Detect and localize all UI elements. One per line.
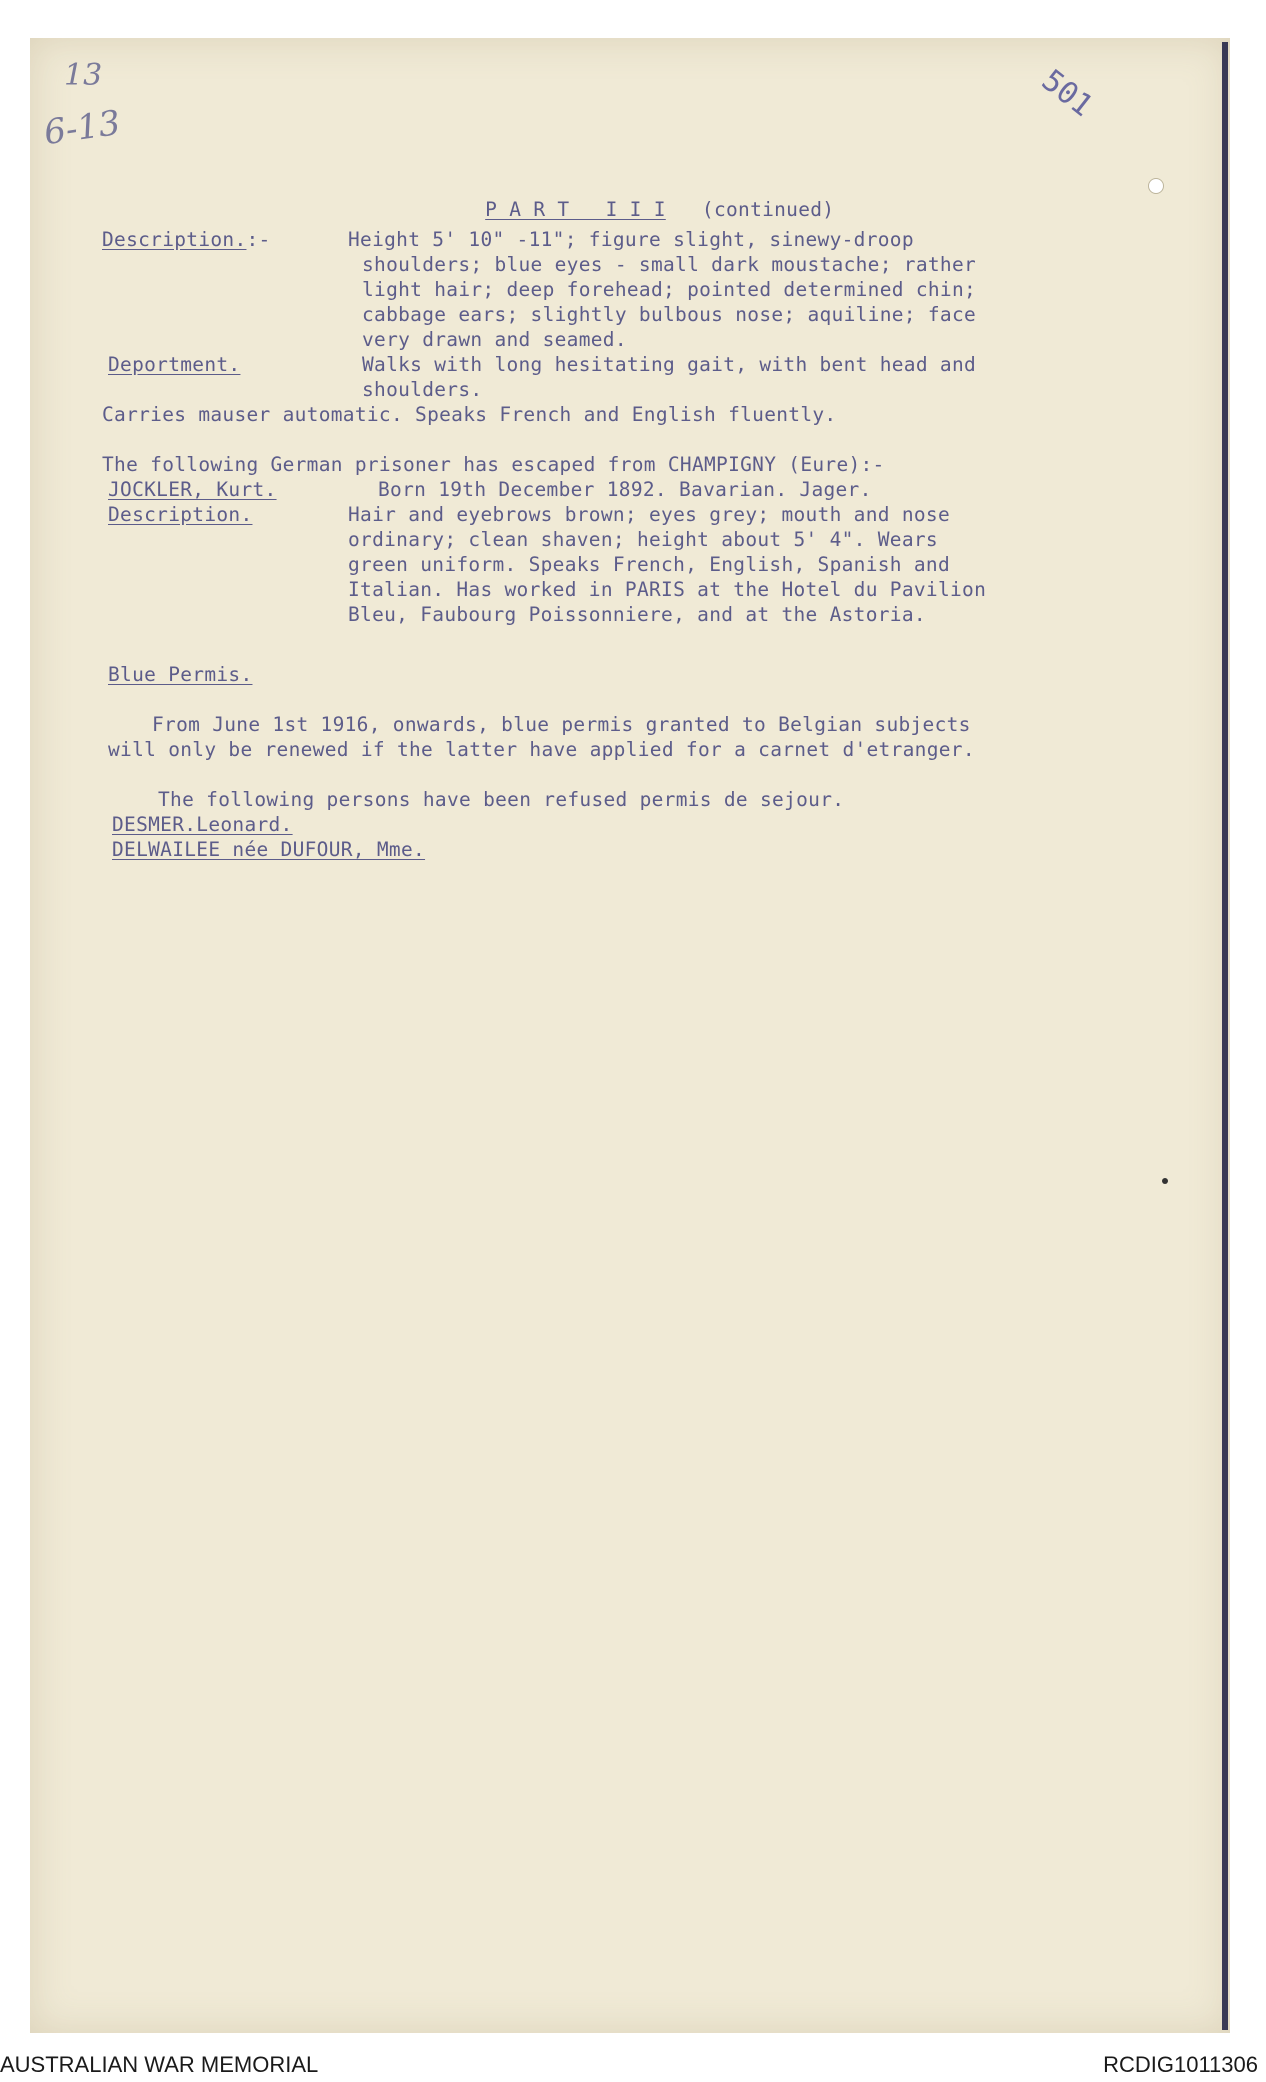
- escapee-description-line-5: Bleu, Faubourg Poissonniere, and at the Astoria.: [348, 603, 926, 626]
- footer-record-id: RCDIG1011306: [1103, 2052, 1258, 2077]
- escapee-description-label: Description.: [108, 503, 253, 526]
- blue-permis-line-1: From June 1st 1916, onwards, blue permis granted to Belgian subjects: [152, 713, 971, 736]
- refused-intro: The following persons have been refused permis de sejour.: [158, 788, 845, 811]
- folio-number: 13: [64, 58, 103, 93]
- description-line-2: shoulders; blue eyes - small dark moustache; rather: [362, 253, 977, 276]
- deportment-line-2: shoulders.: [362, 378, 483, 401]
- description-line-5: very drawn and seamed.: [362, 328, 627, 351]
- description-line-4: cabbage ears; slightly bulbous nose; aquiline; face: [362, 303, 977, 326]
- page-edge-shadow: [1222, 42, 1228, 2030]
- deportment-label: Deportment.: [108, 353, 241, 376]
- blue-permis-line-2: will only be renewed if the latter have applied for a carnet d'etranger.: [108, 738, 975, 761]
- escapee-description-line-1: Hair and eyebrows brown; eyes grey; mouth and nose: [348, 503, 950, 526]
- ink-dot: [1162, 1178, 1168, 1184]
- description-label: Description.: [102, 228, 247, 251]
- description-line-1: Height 5' 10" -11"; figure slight, sinewy-droop: [348, 228, 914, 251]
- blue-permis-heading: Blue Permis.: [108, 663, 253, 686]
- escapee-born: Born 19th December 1892. Bavarian. Jager.: [378, 478, 872, 501]
- escape-intro: The following German prisoner has escaped from CHAMPIGNY (Eure):-: [102, 453, 885, 476]
- deportment-line-1: Walks with long hesitating gait, with bent head and: [362, 353, 977, 376]
- escapee-name: JOCKLER, Kurt.: [108, 478, 277, 501]
- carries-line: Carries mauser automatic. Speaks French and English fluently.: [102, 403, 837, 426]
- description-label-suffix: :-: [246, 228, 271, 251]
- part-heading-title: P A R T I I I: [485, 198, 666, 221]
- refused-person-1: DESMER.Leonard.: [112, 813, 293, 836]
- document-page: [30, 38, 1230, 2033]
- description-line-3: light hair; deep forehead; pointed determined chin;: [362, 278, 977, 301]
- description-label-line: [102, 228, 271, 251]
- escapee-description-line-3: green uniform. Speaks French, English, Spanish and: [348, 553, 950, 576]
- page-stamp-number: 501: [1034, 63, 1100, 124]
- escapee-description-line-4: Italian. Has worked in PARIS at the Hotel du Pavilion: [348, 578, 987, 601]
- punch-hole: [1148, 178, 1164, 194]
- escapee-description-line-2: ordinary; clean shaven; height about 5' 4". Wears: [348, 528, 938, 551]
- pencil-reference: 6-13: [41, 102, 123, 154]
- footer-institution: AUSTRALIAN WAR MEMORIAL: [0, 2052, 319, 2077]
- refused-person-2: DELWAILEE née DUFOUR, Mme.: [112, 838, 426, 861]
- part-heading-continued: (continued): [701, 198, 835, 221]
